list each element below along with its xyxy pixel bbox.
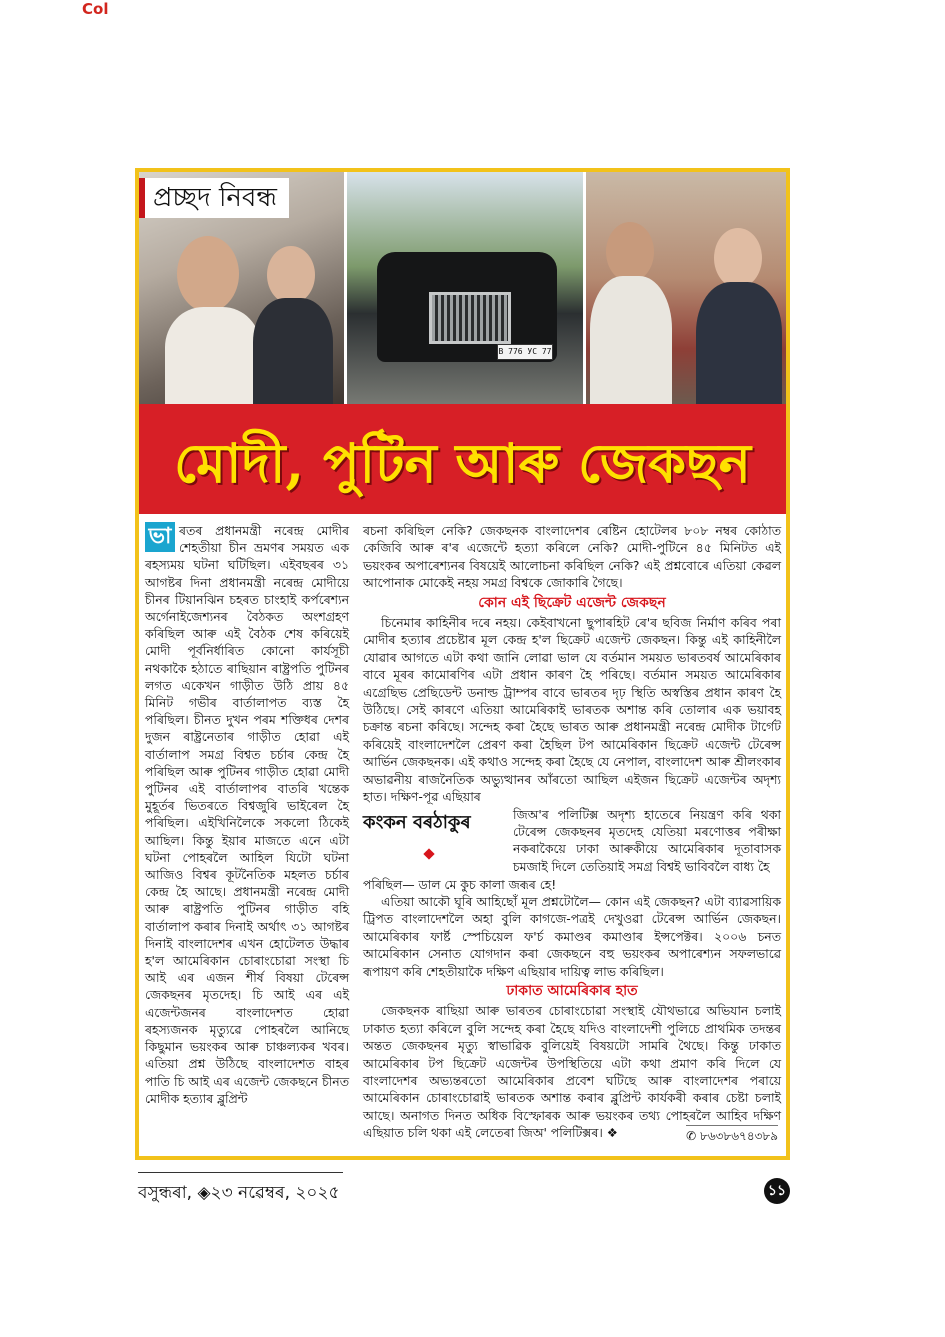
article-frame [135, 168, 790, 1160]
subheading: কোন এই ছিক্ৰেট এজেন্ট জেকছন [478, 594, 666, 611]
face-shape [606, 222, 654, 282]
face-shape [177, 236, 239, 312]
author-name: কংকন বৰঠাকুৰ [363, 811, 471, 833]
face-shape [714, 228, 762, 288]
headline: মোদী, পুটিন আৰু জেকছন [174, 431, 751, 495]
paragraph: চিনেমাৰ কাহিনীৰ দৰে নহয়। কেইবাখনো ছুপাৰহিট ৰে'ৰ ছবিজ নিৰ্মাণ কৰিব পৰা মোদীৰ হত্যাৰ প্ৰচেষ্টাৰ মূল কেন্দ্ৰ হ'ল ছিক্ৰেট এজেন্ট জেকছন। কিন্তু এই কাহিনীলৈ যোৱাৰ আগতে এটা কথা জানি লোৱা ভাল যে বৰ্তমান সময়ত ভাৰতবৰ্ষ আমেৰিকাৰ বাবে মূৰৰ কামোৰণিৰ এটা প্ৰধান কাৰণ হৈ পৰিছে। বৰ্তমান সময়ত আমেৰিকাৰ এগ্ৰেছিভ প্ৰেছিডেন্ট ডনাল্ড ট্ৰাম্পৰ বাবে ভাৰতৰ দৃঢ় স্থিতি অস্বস্তিৰ প্ৰধান কাৰণ হৈ উঠিছে। সেই কাৰণে এতিয়া আমেৰিকাই ভাৰতক অশান্ত কৰি তোলাৰ এক ভয়াবহ চক্ৰান্ত ৰচনা কৰিছে। সন্দেহ কৰা হৈছে ভাৰত আৰু প্ৰধানমন্ত্ৰী নৰেন্দ্ৰ মোদীক টাৰ্গেট কৰিয়েই বাংলাদেশলৈ প্ৰেৰণ কৰা হৈছিল টপ আমেৰিকান ছিক্ৰেট এজেন্ট টেৰেন্স আৰ্ভিন জেকছনক। এই কথাও সন্দেহ কৰা হৈছে যে নেপাল, বাংলাদেশ আৰু শ্ৰীলংকাৰ অভাৱনীয় ৰাজনৈতিক অভ্যুত্থানৰ আঁৰতো আছিল এইজন ছিক্ৰেট এজেন্টৰ অদৃশ্য হাত। দক্ষিণ-পূৱ এছিয়াৰ [363, 615, 781, 805]
footer-rule [138, 1172, 343, 1173]
car-plate: В 776 УС 77 [497, 344, 553, 360]
corner-label: Col [82, 0, 109, 18]
subheading: ঢাকাত আমেৰিকাৰ হাত [506, 982, 638, 999]
face-shape [267, 246, 315, 304]
footer-info [138, 1180, 340, 1208]
author-box [363, 810, 503, 872]
paragraph: জিঅ'ৰ পলিটিক্স অদৃশ্য হাতেৰে নিয়ন্ত্ৰণ কৰি থকা টেৰেন্স জেকছনৰ মৃতদেহ যেতিয়া মৰণোত্তৰ পৰীক্ষা নকৰাকৈয়ে ঢাকা আৰুকীয়ে আমেৰিকাৰ দূতাবাসক চমজাই দিলে তেতিয়াই সমগ্ৰ বিশ্বই ভাবিবলৈ বাধ্য হৈ [513, 806, 781, 874]
photo-strip [139, 172, 786, 408]
paragraph [363, 1002, 781, 1141]
end-mark-icon: ❖ [606, 1125, 618, 1141]
photo-handshake [586, 172, 786, 408]
page-number: ১১ [764, 1178, 790, 1204]
suit-shape [253, 298, 333, 408]
page-footer [138, 1172, 790, 1206]
author-row [363, 806, 781, 876]
suit-shape [696, 282, 782, 408]
car-grille [429, 292, 511, 344]
paragraph-text: জেকছনক ৰাছিয়া আৰু ভাৰতৰ চোৰাংচোৱা সংস্থাই যৌথভাৱে অভিযান চলাই ঢাকাত হত্যা কৰিলে বুলি সন্দেহ কৰা হৈছে যদিও বাংলাদেশী পুলিচে প্ৰাথমিক তদন্তৰ অন্তত জেকছনৰ মৃত্যু স্বাভাৱিক বুলিয়েই বিষয়টো সামৰি থৈছে। কিন্তু ঢাকাত আমেৰিকাৰ টপ ছিক্ৰেট এজেন্টৰ উপস্থিতিয়ে এটা কথা প্ৰমাণ কৰি দিলে যে বাংলাদেশৰ অভ্যন্তৰতো আমেৰিকাৰ প্ৰবেশ ঘটিছে আৰু বাংলাদেশৰ পৰায়ে আমেৰিকান চোৰাংচোৱাই ভাৰতক অশান্ত কৰাৰ ব্লুপ্ৰিন্ট কাৰ্যকৰী কৰাৰ চেষ্টা চলাই আছে। অনাগত দিনত অধিক বিস্ফোৰক আৰু ভয়ংকৰ তথ্য পোহৰলৈ আহিব দক্ষিণ এছিয়াত চলি থকা এই লেতেৰা জিঅ' পলিটিক্সৰ। [363, 1003, 781, 1141]
paragraph: ৰচনা কৰিছিল নেকি? জেকছনক বাংলাদেশৰ ৰেষ্টিন হোটেলৰ ৮০৮ নম্বৰ কোঠাত কেজিবি আৰু ৰ'ৰ এজেন্টে হত্যা কৰিলে নেকি? মোদী-পুটিনে ৪৫ মিনিটত এই ভয়ংকৰ অপাৰেশ্যনৰ বিষয়েই আলোচনা কৰিছিল নেকি? এই প্ৰশ্নবোৰে এতিয়া কেৱল আপোনাক মোকেই নহয় সমগ্ৰ বিশ্বকে জোকাৰি গৈছে। [363, 523, 781, 591]
column-left [145, 522, 349, 1107]
kurta-shape [165, 307, 261, 408]
kurta-shape [590, 276, 672, 408]
paragraph: ৰতৰ প্ৰধানমন্ত্ৰী নৰেন্দ্ৰ মোদীৰ শেহতীয়া চীন ভ্ৰমণৰ সময়ত এক ৰহস্যময় ঘটনা ঘটিছিল। এইবছৰৰ ৩১ আগষ্টৰ দিনা প্ৰধানমন্ত্ৰী নৰেন্দ্ৰ মোদীয়ে চীনৰ টিয়ানঝিন চহৰত চাংহাই কৰ্পৰেশ্যন অৰ্গেনাইজেশ্যনৰ বৈঠকত অংশগ্ৰহণ কৰিছিল আৰু এই বৈঠক শেষ কৰিয়েই মোদী পূৰ্বনিৰ্ধাৰিত কোনো কাৰ্যসূচী নথকাকৈ হঠাতে ৰাছিয়ান ৰাষ্ট্ৰপতি পুটিনৰ লগত একেখন গাড়ীত উঠি প্ৰায় ৪৫ মিনিট গভীৰ বাৰ্তালাপত ব্যস্ত হৈ পৰিছিল। চীনত দুখন পৰম শক্তিধৰ দেশৰ দুজন ৰাষ্ট্ৰনেতাৰ গাড়ীত হোৱা এই বাৰ্তালাপ সমগ্ৰ বিশ্বত চৰ্চাৰ কেন্দ্ৰ হৈ পৰিছিল আৰু পুটিনৰ গাড়ীত হোৱা মোদী পুটিনৰ এই বাৰ্তালাপৰ বাতৰি খন্তেক মুহূৰ্তৰ ভিতৰতে বিশ্বজুৰি ভাইৰেল হৈ পৰিছিল। এইখিনিলৈকে সকলো ঠিকেই আছিল। কিন্তু ইয়াৰ মাজতে এনে এটা ঘটনা পোহৰলৈ আহিল যিটো ঘটনা আজিও বিশ্বৰ কূটনৈতিক মহলত চৰ্চাৰ কেন্দ্ৰ হৈ আছে। প্ৰধানমন্ত্ৰী নৰেন্দ্ৰ মোদী আৰু ৰাষ্ট্ৰপতি পুটিনৰ গাড়ীত বহি বাৰ্তালাপ কৰাৰ দিনাই অৰ্থাৎ ৩১ আগষ্টৰ দিনাই বাংলাদেশৰ এখন হোটেলত উদ্ধাৰ হ'ল আমেৰিকান চোৰাংচোৱা সংস্থা চি আই এৰ এজন শীৰ্ষ বিষয়া টেৰেন্স জেকছনৰ মৃতদেহ। চি আই এৰ এই এজেন্টজনৰ বাংলাদেশত হোৱা ৰহস্যজনক মৃত্যুৱে পোহৰলৈ আনিছে কিছুমান ভয়ংকৰ আৰু চাঞ্চল্যকৰ খবৰ। এতিয়া প্ৰশ্ন উঠিছে বাংলাদেশত বাহৰ পাতি চি আই এৰ এজেন্ট জেকছনে চীনত মোদীক হত্যাৰ ব্লুপ্ৰিন্ট [145, 523, 349, 1106]
magazine-name: বসুন্ধৰা, [138, 1183, 193, 1203]
paragraph: পৰিছিল— ডাল মে কুচ কালা জৰূৰ হে! [363, 876, 557, 892]
diamond-icon [423, 848, 434, 859]
section-tag: প্ৰচ্ছদ নিবন্ধ [139, 178, 289, 218]
paragraph: এতিয়া আকৌ ঘূৰি আহিছোঁ মূল প্ৰশ্নটোলৈ— কোন এই জেকছন? এটা ব্যাৱসায়িক ট্ৰিপত বাংলাদেশলৈ অহা বুলি কাগজে-পত্ৰই দেখুওৱা টেৰেন্স আৰ্ভিন জেকছন। আমেৰিকাৰ ফাৰ্ষ্ট স্পেচিয়েল ফ'ৰ্চ কমাণ্ডৰ কমাণ্ডাৰ ইন্সপেক্টৰ। ২০০৬ চনত আমেৰিকান সেনাত যোগদান কৰা জেকছনে বহু ভয়ংকৰ অপাৰেশ্যন সফলভাৱে ৰূপায়ণ কৰি শেহতীয়াকৈ দক্ষিণ এছিয়াৰ দায়িত্ব লাভ কৰিছিল। [363, 893, 781, 979]
phone-number: ✆ ৮৬৩৮৬৭৪৩৮৯ [686, 1125, 778, 1148]
photo-limousine [347, 172, 583, 408]
column-right [363, 522, 781, 1142]
headline-banner [139, 404, 786, 514]
issue-date: ◈২৩ নৱেম্বৰ, ২০২৫ [197, 1183, 340, 1203]
dropcap: ভা [145, 522, 175, 552]
